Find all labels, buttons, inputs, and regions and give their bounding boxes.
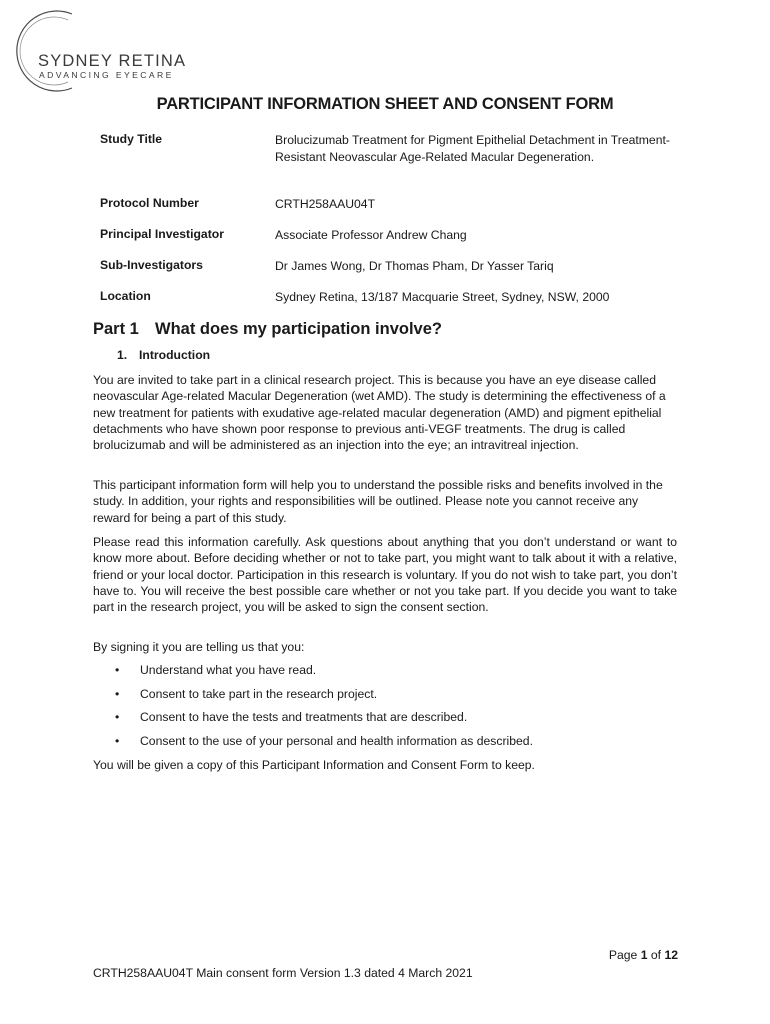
document-title: PARTICIPANT INFORMATION SHEET AND CONSENT FORM (156, 95, 614, 113)
bullet-text: Consent to take part in the research project. (140, 686, 378, 701)
detail-label: Location (100, 289, 151, 303)
detail-value: Dr James Wong, Dr Thomas Pham, Dr Yasser Tariq (275, 259, 554, 273)
detail-label: Principal Investigator (100, 227, 224, 241)
study-details-table (100, 132, 680, 309)
list-item (93, 710, 677, 734)
bullet-text: Understand what you have read. (140, 663, 317, 677)
detail-label: Study Title (100, 132, 163, 146)
detail-row-study-title (100, 132, 680, 196)
detail-value: Associate Professor Andrew Chang (275, 228, 467, 242)
list-item (93, 663, 677, 687)
bullet-icon: • (115, 663, 120, 677)
bullet-text: Consent to have the tests and treatments that are described. (140, 710, 468, 724)
part-number: Part 1 (93, 320, 139, 338)
detail-label: Protocol Number (100, 196, 199, 210)
consent-bullet-list (93, 663, 677, 757)
paragraph-purpose: This participant information form will help you to understand the possible risks and benefits involved in the study. In addition, your rights and responsibilities will be outlined. Please note you cannot receive any reward for being a part of this study. (93, 478, 663, 525)
section-title: Introduction (139, 348, 211, 362)
logo-ring-icon (10, 8, 190, 94)
part-title: What does my participation involve? (155, 320, 442, 338)
detail-row-principal-investigator (100, 227, 680, 258)
bullet-icon: • (115, 733, 120, 748)
detail-row-sub-investigators (100, 258, 680, 289)
bullet-icon: • (115, 686, 120, 701)
page-total: 12 (664, 948, 678, 962)
bullet-text: Consent to the use of your personal and health information as described. (140, 733, 533, 748)
detail-value: CRTH258AAU04T (275, 197, 376, 211)
detail-value: Sydney Retina, 13/187 Macquarie Street, Sydney, NSW, 2000 (275, 290, 610, 304)
detail-value: Brolucizumab Treatment for Pigment Epithelial Detachment in Treatment-Resistant Neovascular Age-Related Macular Degeneration. (275, 133, 670, 164)
list-item (93, 687, 677, 711)
page-current: 1 (640, 948, 648, 962)
section-number: 1. (117, 348, 128, 362)
logo-tagline: ADVANCING EYECARE (39, 70, 174, 80)
paragraph-introduction: You are invited to take part in a clinical research project. This is because you have an eye disease called neovascular Age-related Macular Degeneration (wet AMD). The study is determining the effectiveness of a new treatment for patients with exudative age-related macular degeneration (AMD) and pigment epithelial detachments who have shown poor response to previous anti-VEGF treatments. The drug is called brolucizumab and will be administered as an injection into the eye; an intravitreal injection. (93, 373, 666, 453)
section-heading (117, 348, 210, 362)
logo-name: SYDNEY RETINA (38, 52, 187, 70)
part-heading (93, 320, 442, 339)
page-of: of (650, 948, 662, 962)
paragraph-closing: You will be given a copy of this Participant Information and Consent Form to keep. (93, 758, 535, 772)
detail-row-protocol-number (100, 196, 680, 227)
detail-row-location (100, 289, 680, 309)
sydney-retina-logo (10, 8, 190, 94)
detail-label: Sub-Investigators (100, 258, 203, 272)
page-number (609, 948, 678, 962)
paragraph-signing: By signing it you are telling us that you: (93, 640, 305, 654)
page-prefix: Page (608, 948, 638, 962)
paragraph-read-carefully: Please read this information carefully. Ask questions about anything that you don’t understand or want to know more about. Before deciding whether or not to take part, you might want to talk about it with a relative, friend or your local doctor. Participation in this research is voluntary. If you do not wish to take part, you don’t have to. You will receive the best possible care whether or not you take part. If you decide you want to take part in the research project, you will be asked to sign the consent section. (93, 535, 677, 615)
list-item (93, 734, 677, 758)
document-footer: CRTH258AAU04T Main consent form Version 1.3 dated 4 March 2021 (93, 966, 473, 980)
bullet-icon: • (115, 710, 120, 724)
